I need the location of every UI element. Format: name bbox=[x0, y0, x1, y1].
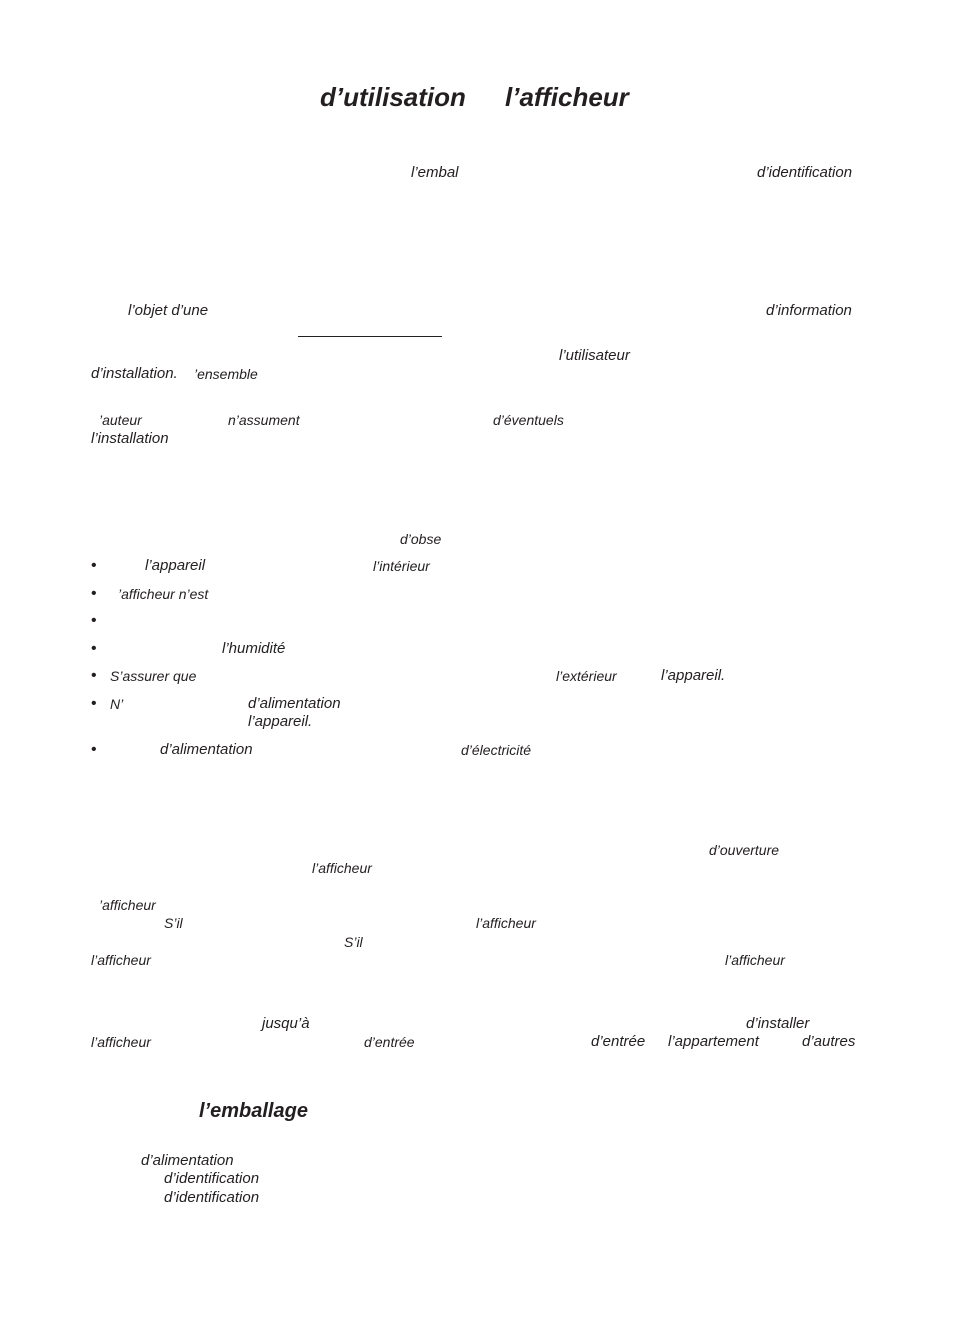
title-word-2: l’afficheur bbox=[505, 82, 629, 112]
para5-word-7: d’autres bbox=[802, 1033, 856, 1050]
para5-word-6: l’appartement bbox=[668, 1033, 759, 1050]
packaging-item-3: d’identification bbox=[164, 1189, 260, 1206]
opening-word-2: l’afficheur bbox=[312, 860, 372, 876]
bullet-5-word-3: l’appareil. bbox=[661, 667, 726, 684]
para2-word-2: d’installation. bbox=[91, 365, 178, 382]
intro-word-2: d’identification bbox=[757, 164, 853, 181]
para5-word-2: d’installer bbox=[746, 1015, 810, 1032]
para5-word-1: jusqu’à bbox=[262, 1015, 310, 1032]
para3-word-2: n’assument bbox=[228, 412, 300, 428]
bullet-6: • bbox=[91, 695, 97, 712]
para3-word-1: ’auteur bbox=[99, 412, 142, 428]
bullet-2-word-1: ’afficheur n’est bbox=[118, 586, 209, 602]
packaging-item-2: d’identification bbox=[164, 1170, 260, 1187]
para5-word-3: l’afficheur bbox=[91, 1034, 151, 1050]
bullet-3: • bbox=[91, 612, 97, 629]
para4-word-5: l’afficheur bbox=[91, 952, 151, 968]
bullet-6-word-2: d’alimentation bbox=[248, 695, 341, 712]
para4-word-1: ’afficheur bbox=[99, 897, 156, 913]
para2-word-3: ’ensemble bbox=[194, 366, 258, 382]
bullet-2: • bbox=[91, 585, 97, 602]
para5-word-5: d’entrée bbox=[591, 1033, 646, 1050]
para4-word-6: l’afficheur bbox=[725, 952, 785, 968]
bullet-1-word-1: l’appareil bbox=[145, 557, 206, 574]
para4-word-4: S’il bbox=[344, 934, 363, 950]
bullet-7-word-1: d’alimentation bbox=[160, 741, 253, 758]
bullet-1: • bbox=[91, 557, 97, 574]
packaging-heading: l’emballage bbox=[199, 1100, 308, 1122]
para3-word-4: l’installation bbox=[91, 430, 169, 447]
para1-word-1: l’objet d’une bbox=[128, 302, 209, 319]
para1-word-2: d’information bbox=[766, 302, 852, 319]
bullet-6-word-1: N’ bbox=[110, 696, 124, 712]
bullet-5-word-1: S’assurer que bbox=[110, 668, 197, 684]
bullet-7: • bbox=[91, 741, 97, 758]
underline-rule bbox=[298, 336, 442, 337]
bullet-5-word-2: l’extérieur bbox=[556, 668, 617, 684]
bullet-7-word-2: d’électricité bbox=[461, 742, 532, 758]
para2-word-1: l’utilisateur bbox=[559, 347, 630, 364]
para4-word-3: l’afficheur bbox=[476, 915, 536, 931]
bullet-6-word-3: l’appareil. bbox=[248, 713, 313, 730]
intro-word-1: l’embal bbox=[411, 164, 459, 181]
para3-word-3: d’éventuels bbox=[493, 412, 564, 428]
title-word-1: d’utilisation bbox=[320, 82, 466, 112]
bullet-4: • bbox=[91, 640, 97, 657]
safety-lead-word: d’obse bbox=[400, 531, 442, 547]
para5-word-4: d’entrée bbox=[364, 1034, 415, 1050]
bullet-4-word-1: l’humidité bbox=[222, 640, 286, 657]
bullet-1-word-2: l’intérieur bbox=[373, 558, 430, 574]
opening-word-1: d’ouverture bbox=[709, 842, 780, 858]
para4-word-2: S’il bbox=[164, 915, 183, 931]
packaging-item-1: d’alimentation bbox=[141, 1152, 234, 1169]
bullet-5: • bbox=[91, 667, 97, 684]
